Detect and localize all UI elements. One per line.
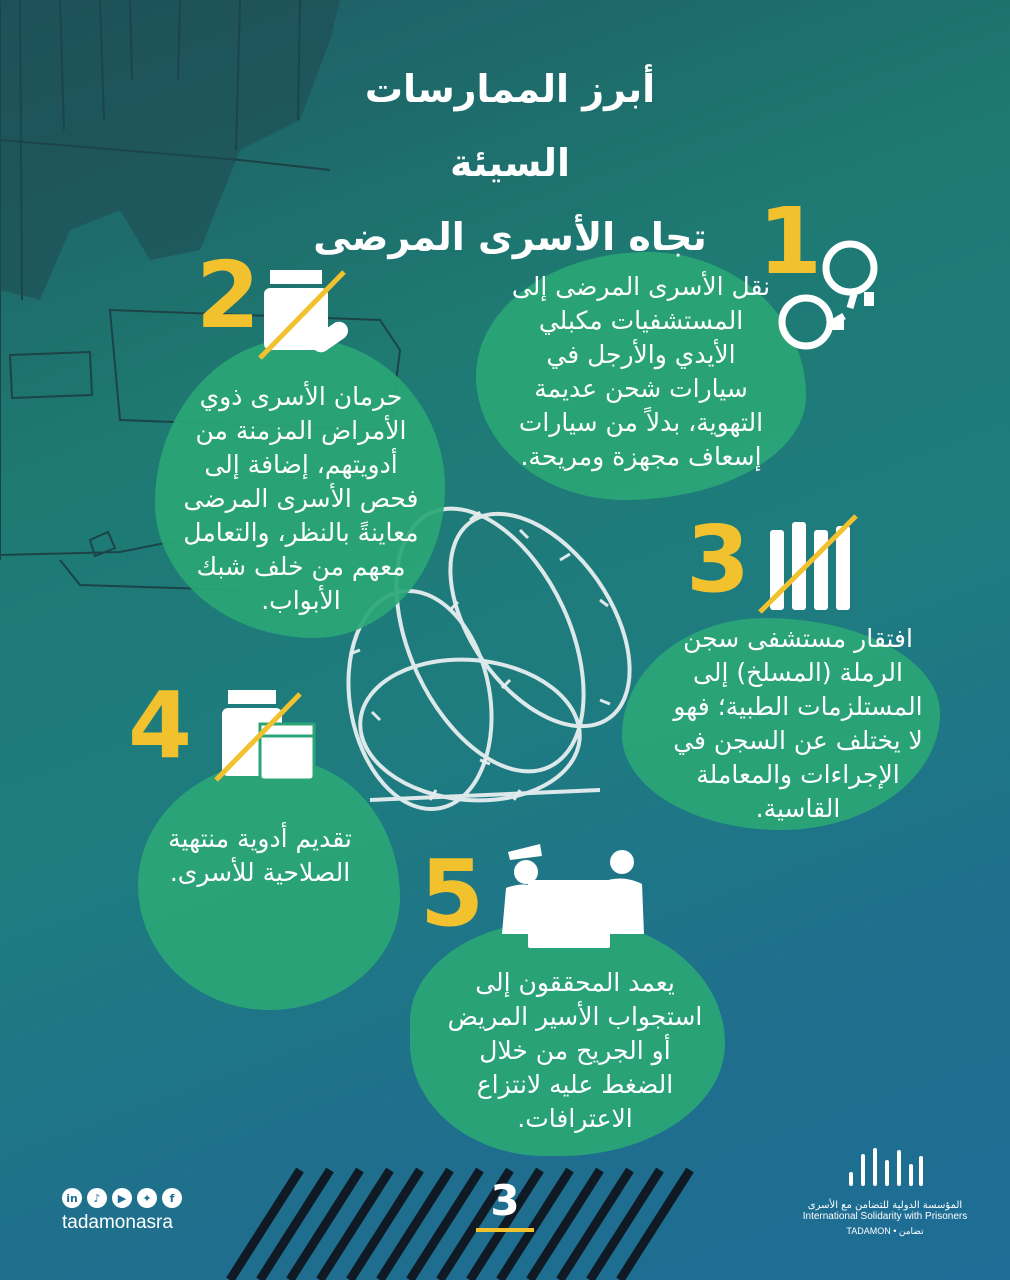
youtube-icon[interactable]: ▶: [112, 1188, 132, 1208]
item-5-number: 5: [420, 840, 485, 947]
social-handle[interactable]: tadamonasra: [62, 1212, 173, 1233]
org-name-arabic: المؤسسة الدولية للتضامن مع الأسرى: [807, 1200, 963, 1211]
item-4-text: تقديم أدوية منتهية الصلاحية للأسرى.: [168, 824, 352, 887]
item-4-number: 4: [128, 672, 193, 779]
linkedin-icon[interactable]: in: [62, 1188, 82, 1208]
item-3-number: 3: [686, 506, 751, 613]
item-2-number: 2: [196, 242, 261, 349]
item-1-number: 1: [758, 188, 823, 295]
twitter-icon[interactable]: ✦: [137, 1188, 157, 1208]
medical-supplies-crossed-icon: [756, 512, 866, 622]
title-line-2: تجاه الأسرى المرضى: [313, 215, 707, 259]
page-title: [300, 52, 720, 274]
org-brand: TADAMON • تضامن: [846, 1226, 924, 1236]
handcuffs-icon: [772, 236, 892, 356]
item-2-text: حرمان الأسرى ذوي الأمراض المزمنة من أدويتهم، إضافة إلى فحص الأسرى المرضى معاينةً بالنظر، والتعامل معهم من خلف شبك الأبواب.: [183, 382, 419, 615]
item-5-text: يعمد المحققون إلى استجواب الأسير المريض أو الجريح من خلال الضغط عليه لانتزاع الاعترافات.: [447, 968, 703, 1133]
medicine-crossed-icon: [258, 262, 358, 362]
tiktok-icon[interactable]: ♪: [87, 1188, 107, 1208]
page-number-underline: [476, 1228, 534, 1232]
interrogation-icon: [498, 838, 648, 950]
item-1-text: نقل الأسرى المرضى إلى المستشفيات مكبلي الأيدي والأرجل في سيارات شحن عديمة التهوية، بدلاً من سيارات إسعاف مجهزة ومريحة.: [511, 272, 771, 471]
org-name-english: International Solidarity with Prisoners: [802, 1211, 968, 1222]
page-number: 3: [490, 1176, 520, 1225]
facebook-icon[interactable]: f: [162, 1188, 182, 1208]
organization-logo: [800, 1144, 970, 1237]
title-line-1: أبرز الممارسات السيئة: [364, 67, 656, 185]
expired-medicine-icon: [214, 682, 324, 792]
tadamon-logo-icon: [845, 1144, 925, 1192]
social-links: [62, 1188, 182, 1208]
item-3-text: افتقار مستشفى سجن الرملة (المسلخ) إلى المستلزمات الطبية؛ فهو لا يختلف عن السجن في الإجراءات والمعاملة القاسية.: [673, 624, 923, 823]
